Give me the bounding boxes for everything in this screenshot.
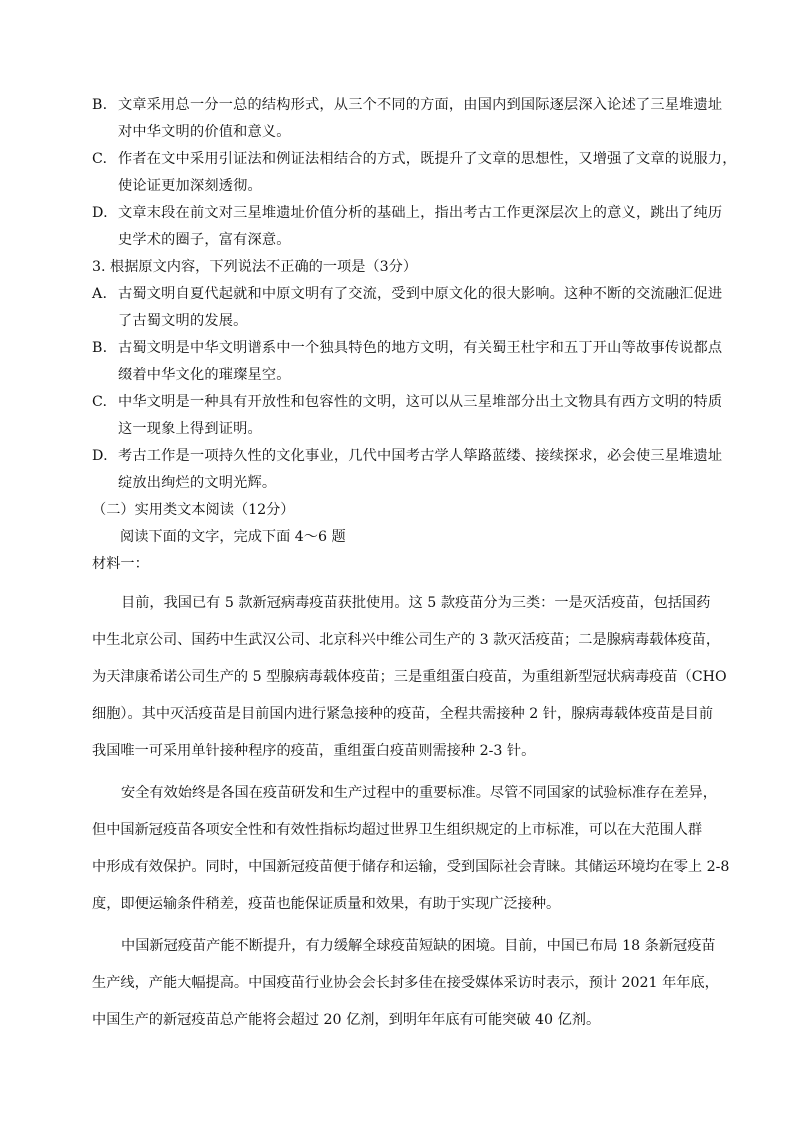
section-instruction: 阅读下面的文字，完成下面 4～6 题 [120,529,346,545]
option-text-line2: 这一现象上得到证明。 [118,421,262,437]
paragraph-line: 目前，我国已有 5 款新冠病毒疫苗获批使用。这 5 款疫苗分为三类：一是灭活疫苗，包括国药 [121,595,711,611]
option-letter: B. [92,340,108,356]
q2-option-b [92,92,723,146]
option-letter: B. [92,97,108,113]
article-paragraph-2 [92,775,730,923]
option-text-line1: 考古工作是一项持久性的文化事业，几代中国考古学人筚路蓝缕、接续探求，必会使三星堆遗址 [118,448,723,464]
paragraph-line: 为天津康希诺公司生产的 5 型腺病毒载体疫苗；三是重组蛋白疫苗，为重组新型冠状病毒疫苗（CHO [92,669,727,685]
option-text-line1: 作者在文中采用引证法和例证法相结合的方式，既提升了文章的思想性，又增强了文章的说服力， [118,151,737,167]
option-text-line1: 文章采用总一分一总的结构形式，从三个不同的方面，由国内到国际逐层深入论述了三星堆遗址 [118,97,723,113]
article-paragraph-1 [92,585,727,770]
paragraph-line: 中形成有效保护。同时，中国新冠疫苗便于储存和运输，受到国际社会青睐。其储运环境均在零上 2-8 [92,859,730,875]
question-options-block [92,92,737,578]
paragraph-line: 生产线，产能大幅提高。中国疫苗行业协会会长封多佳在接受媒体采访时表示，预计 2021 年年底， [92,975,719,991]
paragraph-line: 中国新冠疫苗产能不断提升，有力缓解全球疫苗短缺的困境。目前，中国已布局 18 条新冠疫苗 [121,938,716,954]
option-letter: D. [92,448,108,464]
option-letter: C. [92,394,108,410]
paragraph-line: 我国唯一可采用单针接种程序的疫苗，重组蛋白疫苗则需接种 2-3 针。 [92,743,536,759]
q3-option-a [92,281,723,335]
q2-option-d [92,200,723,254]
option-text-line2: 对中华文明的价值和意义。 [118,124,291,140]
paragraph-line: 但中国新冠疫苗各项安全性和有效性指标均超过世界卫生组织规定的上市标准，可以在大范围人群 [92,822,703,838]
option-letter: A. [92,286,108,302]
material-article [92,585,730,1044]
option-text-line1: 古蜀文明是中华文明谱系中一个独具特色的地方文明，有关蜀王杜宇和五丁开山等故事传说都点 [118,340,723,356]
paragraph-line: 安全有效始终是各国在疫苗研发和生产过程中的重要标准。尽管不同国家的试验标准存在差异， [121,785,717,801]
option-text-line1: 中华文明是一种具有开放性和包容性的文明，这可以从三星堆部分出土文物具有西方文明的特质 [118,394,723,410]
q3-option-d [92,443,723,497]
paragraph-line: 细胞）。其中灭活疫苗是目前国内进行紧急接种的疫苗，全程共需接种 2 针，腺病毒载体疫苗是目前 [92,706,714,722]
paragraph-line: 中国生产的新冠疫苗总产能将会超过 20 亿剂，到明年年底有可能突破 40 亿剂。 [92,1012,601,1028]
option-text-line2: 了古蜀文明的发展。 [118,313,248,329]
q2-option-c [92,146,737,200]
paragraph-line: 中生北京公司、国药中生武汉公司、北京科兴中维公司生产的 3 款灭活疫苗；二是腺病毒载体疫苗， [92,632,721,648]
option-text-line1: 文章末段在前文对三星堆遗址价值分析的基础上，指出考古工作更深层次上的意义，跳出了纯历 [118,205,723,221]
option-text-line2: 缀着中华文化的璀璨星空。 [118,367,291,383]
option-text-line2: 使论证更加深刻透彻。 [118,178,262,194]
option-text-line2: 绽放出绚烂的文明光辉。 [118,475,277,491]
option-letter: D. [92,205,108,221]
option-text-line2: 史学术的圈子，富有深意。 [118,232,291,248]
q3-option-b [92,335,723,389]
q3-option-c [92,389,723,443]
option-letter: C. [92,151,108,167]
option-text-line1: 古蜀文明自夏代起就和中原文明有了交流，受到中原文化的很大影响。这种不断的交流融汇促进 [118,286,723,302]
article-paragraph-3 [92,928,719,1039]
material-label: 材料一： [92,556,149,572]
paragraph-line: 度，即便运输条件稍差，疫苗也能保证质量和效果，有助于实现广泛接种。 [92,896,561,912]
section-title: （二）实用类文本阅读（12分） [92,502,295,518]
q3-stem: 3. 根据原文内容，下列说法不正确的一项是（3分） [92,259,418,275]
